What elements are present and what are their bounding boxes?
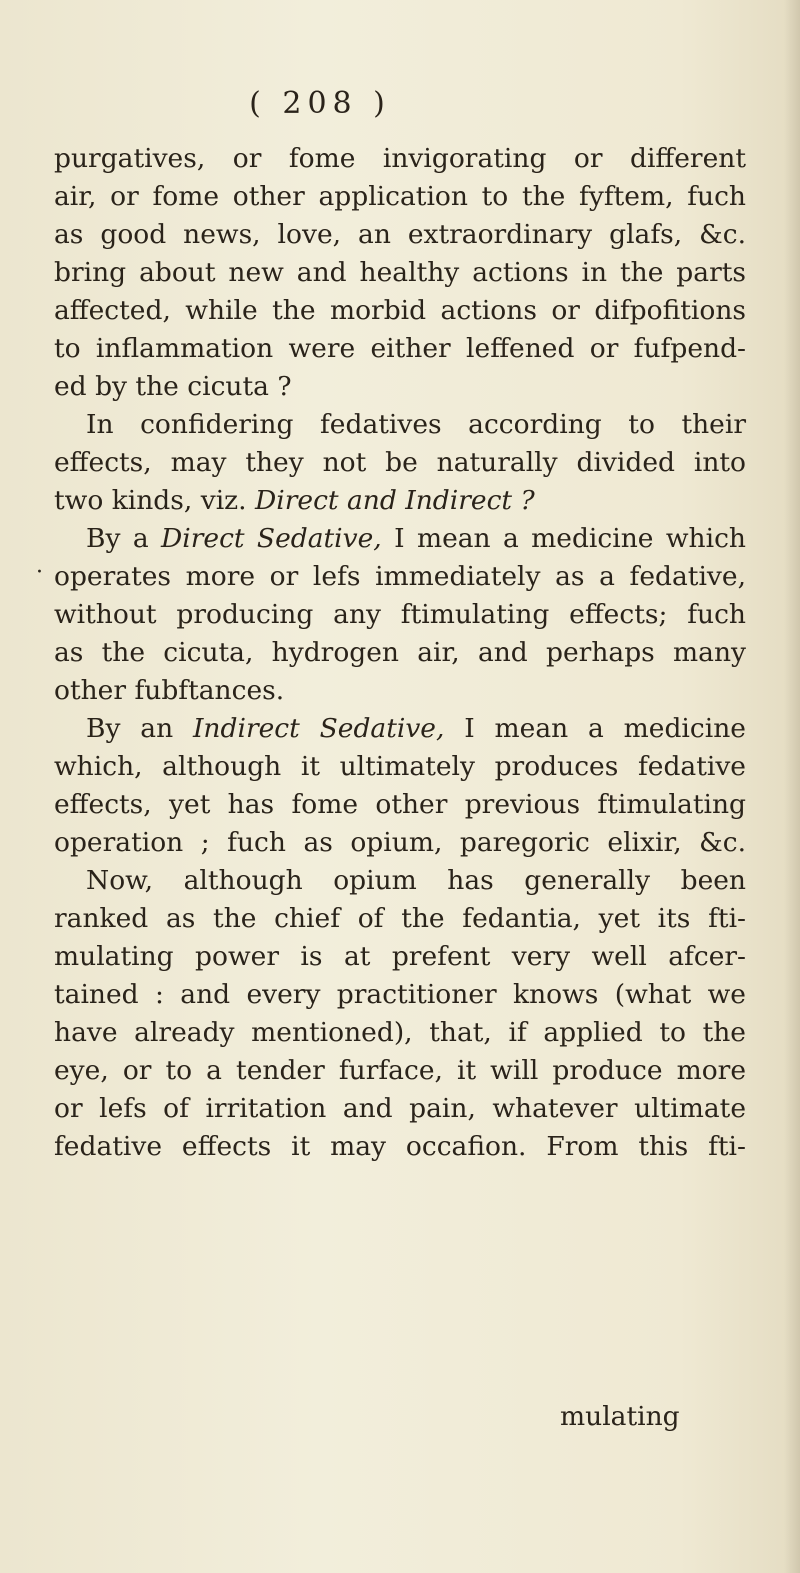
- text-line: tained : and every practitioner knows (what we: [54, 979, 746, 1010]
- italic-direct-and-indirect: Direct and Indirect ?: [255, 485, 535, 516]
- page-edge-shadow: [784, 0, 800, 1573]
- text-fragment: I mean a medicine: [464, 713, 746, 744]
- italic-direct-sedative: Direct Sedative,: [161, 523, 382, 554]
- text-line: without producing any ftimulating effects; fuch: [54, 599, 746, 630]
- text-line: ed by the cicuta ?: [54, 371, 292, 402]
- margin-dot: ·: [36, 560, 43, 585]
- text-line: effects, may they not be naturally divided into: [54, 447, 746, 478]
- text-line: operation ; fuch as opium, paregoric elixir, &c.: [54, 827, 746, 858]
- text-line: In confidering fedatives according to their: [86, 409, 746, 440]
- text-fragment: By a: [86, 523, 149, 554]
- text-line: operates more or lefs immediately as a fedative,: [54, 561, 746, 592]
- text-line: effects, yet has fome other previous ftimulating: [54, 789, 746, 820]
- italic-indirect-sedative: Indirect Sedative,: [192, 713, 445, 744]
- text-line: [86, 520, 746, 558]
- text-line: to inflammation were either leffened or fufpend-: [54, 333, 746, 364]
- text-line: other fubftances.: [54, 675, 285, 706]
- text-line: fedative effects it may occafion. From this fti-: [54, 1131, 746, 1162]
- text-line: [86, 710, 746, 748]
- catchword: mulating: [560, 1401, 680, 1432]
- text-line: air, or fome other application to the fyftem, fuch: [54, 181, 746, 212]
- text-line: [54, 482, 535, 520]
- text-line: bring about new and healthy actions in the parts: [54, 257, 746, 288]
- text-line: as good news, love, an extraordinary glafs, &c.: [54, 219, 746, 250]
- page-number: ( 208 ): [249, 86, 391, 121]
- text-line: have already mentioned), that, if applied to the: [54, 1017, 746, 1048]
- text-fragment: I mean a medicine which: [394, 523, 746, 554]
- text-line: affected, while the morbid actions or difpofitions: [54, 295, 746, 326]
- text-fragment: By an: [86, 713, 174, 744]
- text-line: mulating power is at prefent very well afcer-: [54, 941, 746, 972]
- text-line: or lefs of irritation and pain, whatever ultimate: [54, 1093, 746, 1124]
- text-fragment: two kinds, viz.: [54, 485, 247, 516]
- text-line: which, although it ultimately produces fedative: [54, 751, 746, 782]
- text-line: as the cicuta, hydrogen air, and perhaps many: [54, 637, 746, 668]
- text-line: ranked as the chief of the fedantia, yet its fti-: [54, 903, 746, 934]
- text-line: eye, or to a tender furface, it will produce more: [54, 1055, 746, 1086]
- text-line: purgatives, or fome invigorating or different: [54, 143, 746, 174]
- text-line: Now, although opium has generally been: [86, 865, 746, 896]
